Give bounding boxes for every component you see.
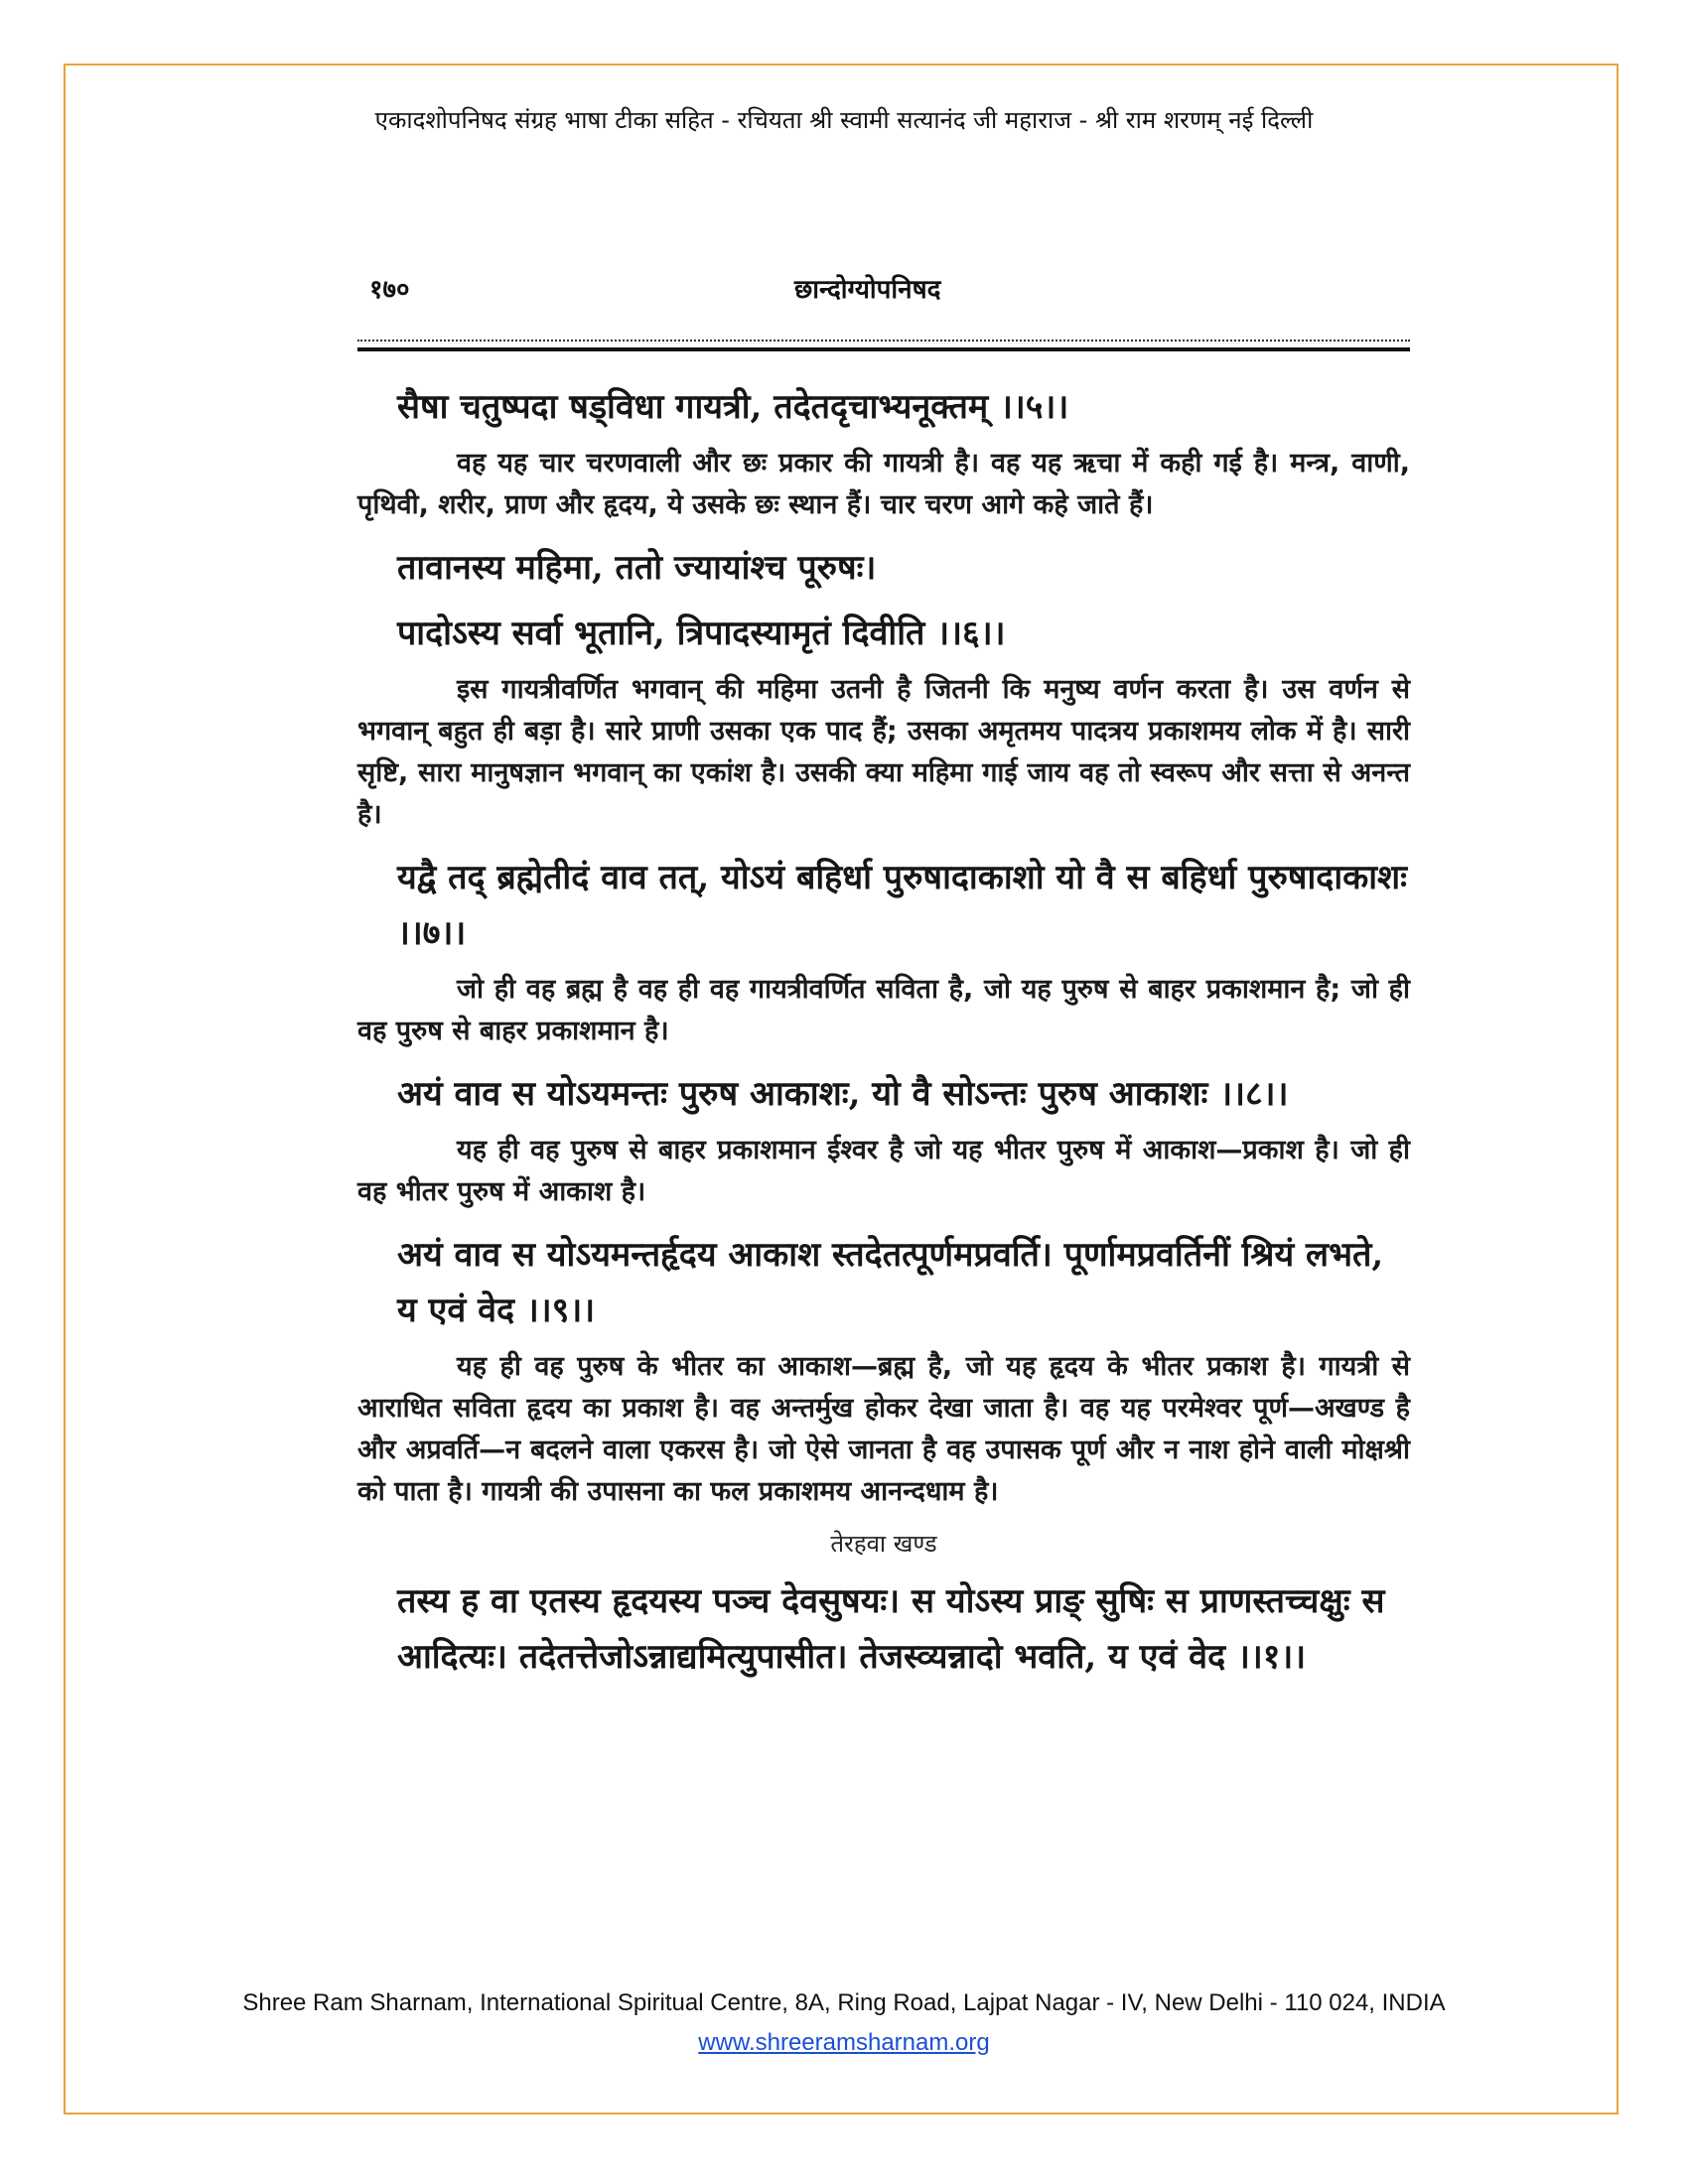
commentary-9: यह ही वह पुरुष के भीतर का आकाश—ब्रह्म है, जो यह हृदय के भीतर प्रकाश है। गायत्री से आराधित सविता हृदय का प्रकाश है। वह अन्तर्मुख होकर देखा जाता है। वह यह परमेश्वर पूर्ण—अखण्ड है और अप्रवर्ति—न बदलने वाला एकरस है। जो ऐसे जानता है वह उपासक पूर्ण और न नाश होने वाली मोक्षश्री को पाता है। गायत्री की उपासना का फल प्रकाशमय आनन्दधाम है। <box>357 1351 1410 1507</box>
commentary-8: यह ही वह पुरुष से बाहर प्रकाशमान ईश्वर है जो यह भीतर पुरुष में आकाश—प्रकाश है। जो ही वह भीतर पुरुष में आकाश है। <box>357 1135 1410 1207</box>
verse-9: अयं वाव स योऽयमन्तर्हृदय आकाश स्तदेतत्पूर्णमप्रवर्ति। पूर्णामप्रवर्तिनीं श्रियं लभते, य एवं वेद ।।९।। <box>397 1235 1384 1330</box>
commentary-5: वह यह चार चरणवाली और छः प्रकार की गायत्री है। वह यह ऋचा में कही गई है। मन्त्र, वाणी, पृथिवी, शरीर, प्राण और हृदय, ये उसके छः स्थान हैं। चार चरण आगे कहे जाते हैं। <box>357 448 1410 520</box>
footer-address: Shree Ram Sharnam, International Spiritual Centre, 8A, Ring Road, Lajpat Nagar - IV, New Delhi - 110 024, INDIA <box>242 1989 1446 2016</box>
commentary-6: इस गायत्रीवर्णित भगवान् की महिमा उतनी है जितनी कि मनुष्य वर्णन करता है। उस वर्णन से भगवान् बहुत ही बड़ा है। सारे प्राणी उसका एक पाद हैं; उसका अमृतमय पादत्रय प्रकाशमय लोक में है। सारी सृष्टि, सारा मानुषज्ञान भगवान् का एकांश है। उसकी क्या महिमा गाई जाय वह तो स्वरूप और सत्ता से अनन्त है। <box>357 674 1410 830</box>
footer-website <box>0 2029 1688 2057</box>
verse-8: अयं वाव स योऽयमन्तः पुरुष आकाशः, यो वै सोऽन्तः पुरुष आकाशः ।।८।। <box>397 1074 1289 1114</box>
page-running-title: छान्दोग्योपनिषद <box>794 275 941 305</box>
header-dotted-rule <box>357 340 1410 341</box>
scanned-page <box>357 270 1410 1691</box>
commentary-7: जो ही वह ब्रह्म है वह ही वह गायत्रीवर्णित सविता है, जो यह पुरुष से बाहर प्रकाशमान है; जो ही वह पुरुष से बाहर प्रकाशमान है। <box>357 974 1410 1046</box>
verse-6-line-1: तावानस्य महिमा, ततो ज्यायांश्च पूरुषः। <box>397 548 877 588</box>
verse-7: यद्वै तद् ब्रह्मेतीदं वाव तत्, योऽयं बहिर्धा पुरुषादाकाशो यो वै स बहिर्धा पुरुषादाकाशः ।।७।। <box>397 858 1408 953</box>
verse-13-1: तस्य ह वा एतस्य हृदयस्य पञ्च देवसुषयः। स योऽस्य प्राङ् सुषिः स प्राणस्तच्चक्षुः स आदित्यः। तदेतत्तेजोऽन्नाद्यमित्युपासीत। तेजस्व्यन्नादो भवति, य एवं वेद ।।१।। <box>397 1581 1385 1677</box>
page-content <box>357 351 1410 1685</box>
website-link[interactable]: www.shreeramsharnam.org <box>698 2029 990 2056</box>
section-heading: तेरहवा खण्ड <box>830 1530 937 1558</box>
page-number: १७० <box>369 275 410 305</box>
verse-5: सैषा चतुष्पदा षड्विधा गायत्री, तदेतदृचाभ्यनूक्तम् ।।५।। <box>397 387 1069 427</box>
document-header: एकादशोपनिषद संग्रह भाषा टीका सहित - रचियता श्री स्वामी सत्यानंद जी महाराज - श्री राम शरणम् नई दिल्ली <box>374 106 1314 134</box>
verse-6-line-2: पादोऽस्य सर्वा भूतानि, त्रिपादस्यामृतं दिवीति ।।६।। <box>397 614 1006 653</box>
page-running-head <box>357 270 1410 310</box>
